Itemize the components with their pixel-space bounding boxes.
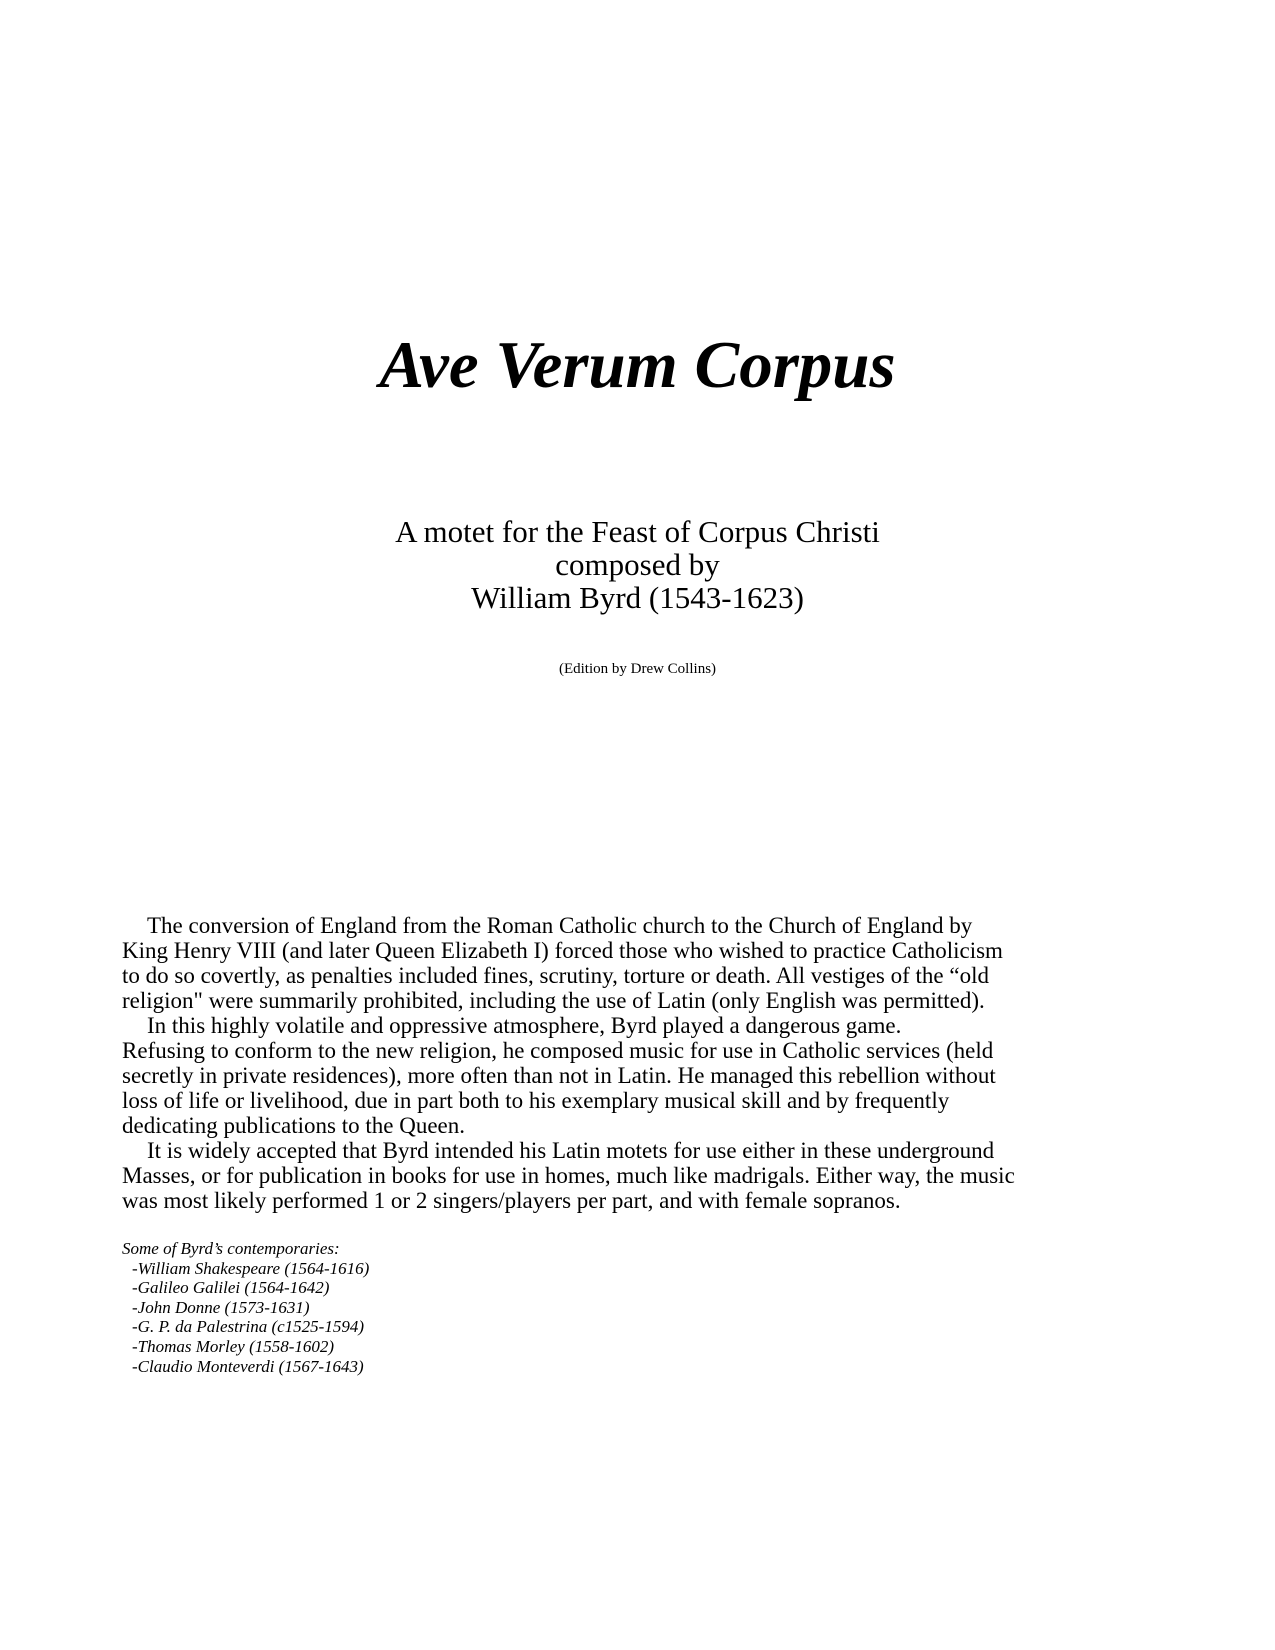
paragraph-line: religion" were summarily prohibited, including the use of Latin (only English was permitted). bbox=[122, 988, 985, 1013]
list-item: -John Donne (1573-1631) bbox=[132, 1297, 310, 1317]
document-title: Ave Verum Corpus bbox=[379, 328, 896, 402]
paragraph-line: loss of life or livelihood, due in part both to his exemplary musical skill and by frequently bbox=[122, 1088, 950, 1113]
list-item: -William Shakespeare (1564-1616) bbox=[132, 1258, 370, 1278]
paragraph-line: Refusing to conform to the new religion, he composed music for use in Catholic services (held bbox=[122, 1038, 994, 1063]
paragraph-line: secretly in private residences), more often than not in Latin. He managed this rebellion without bbox=[122, 1063, 996, 1088]
subtitle-line: William Byrd (1543-1623) bbox=[471, 580, 804, 615]
list-item: -Galileo Galilei (1564-1642) bbox=[132, 1278, 330, 1298]
list-item: -Thomas Morley (1558-1602) bbox=[132, 1336, 335, 1356]
subtitle-block bbox=[0, 515, 1275, 614]
subtitle-line: composed by bbox=[555, 547, 720, 582]
paragraph-line: King Henry VIII (and later Queen Elizabeth I) forced those who wished to practice Catholicism bbox=[122, 938, 1003, 963]
contemporaries-heading: Some of Byrd’s contemporaries: bbox=[122, 1239, 340, 1258]
paragraph-line: dedicating publications to the Queen. bbox=[122, 1113, 465, 1138]
paragraph-line: to do so covertly, as penalties included fines, scrutiny, torture or death. All vestiges of the “old bbox=[122, 963, 989, 988]
paragraph-line: was most likely performed 1 or 2 singers/players per part, and with female sopranos. bbox=[122, 1188, 901, 1213]
contemporaries-list bbox=[122, 1239, 722, 1376]
edition-credit: (Edition by Drew Collins) bbox=[558, 661, 717, 677]
paragraph-line: Masses, or for publication in books for use in homes, much like madrigals. Either way, the music bbox=[122, 1163, 1015, 1188]
paragraph-line: The conversion of England from the Roman Catholic church to the Church of England by bbox=[147, 913, 973, 938]
history-text bbox=[122, 913, 1122, 1213]
list-item: -G. P. da Palestrina (c1525-1594) bbox=[132, 1317, 364, 1337]
paragraph-line: It is widely accepted that Byrd intended his Latin motets for use either in these underground bbox=[147, 1138, 995, 1163]
paragraph-line: In this highly volatile and oppressive atmosphere, Byrd played a dangerous game. bbox=[147, 1013, 902, 1038]
subtitle-line: A motet for the Feast of Corpus Christi bbox=[395, 514, 880, 549]
list-item: -Claudio Monteverdi (1567-1643) bbox=[132, 1356, 364, 1376]
